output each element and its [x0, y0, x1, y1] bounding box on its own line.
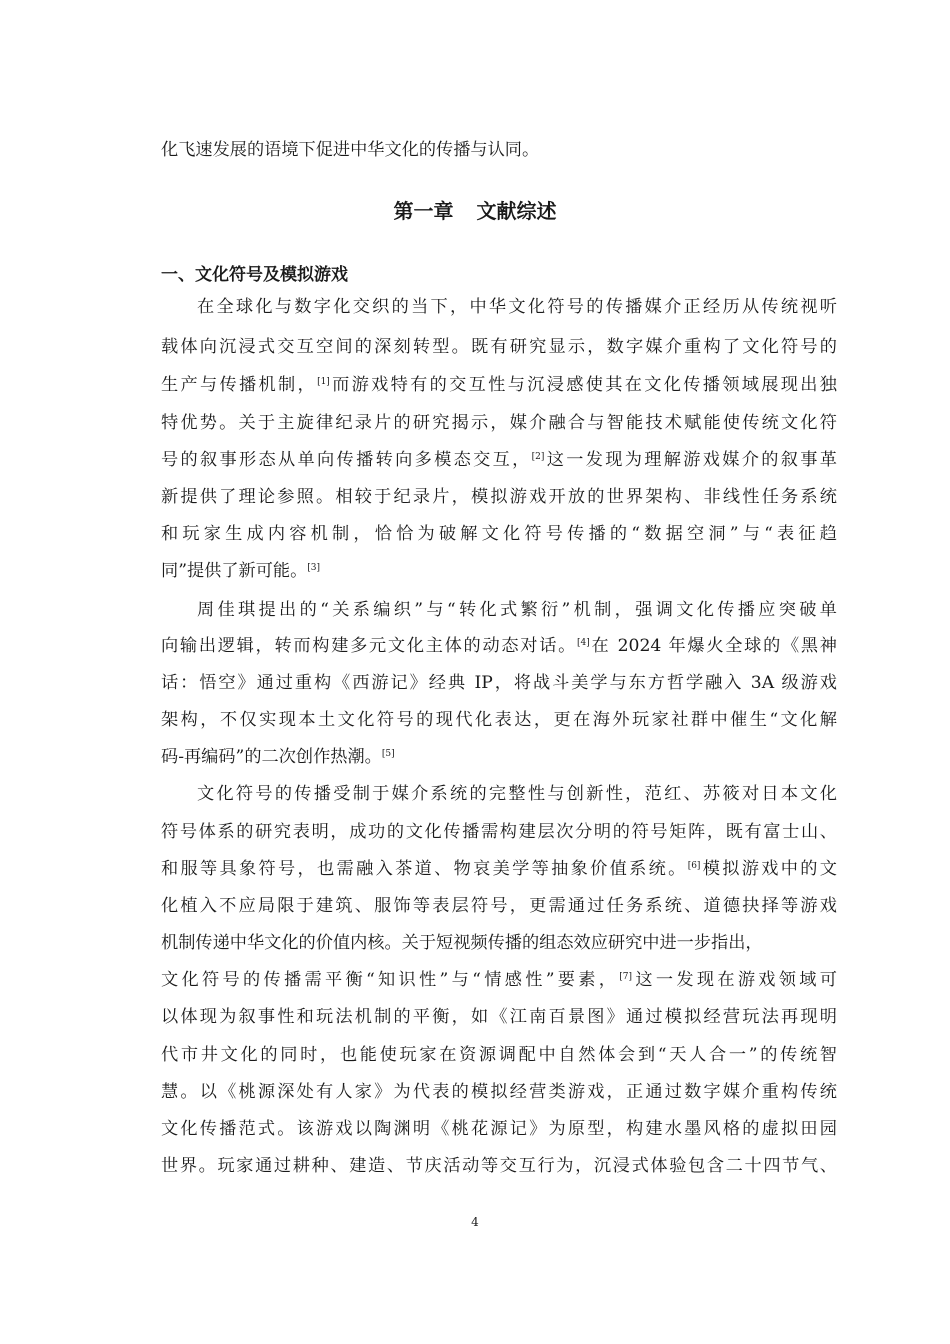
citation-ref: [5]: [381, 749, 395, 759]
paragraph-line: [161, 441, 837, 479]
paragraph-line: 文化符号的传播受制于媒介系统的完整性与创新性，范红、苏筱对日本文化: [197, 784, 837, 804]
paragraph-line: 文化传播范式。该游戏以陶渊明《桃花源记》为原型，构建水墨风格的虚拟田园: [161, 1119, 837, 1139]
paragraph-line: 在全球化与数字化交织的当下，中华文化符号的传播媒介正经历从传统视听: [197, 297, 837, 317]
citation-ref: [1]: [317, 377, 330, 387]
paragraph-line: 代市井文化的同时，也能使玩家在资源调配中自然体会到“天人合一”的传统智: [161, 1045, 837, 1065]
paragraph-line: 世界。玩家通过耕种、建造、节庆活动等交互行为，沉浸式体验包含二十四节气、: [161, 1156, 837, 1176]
paragraph-line: 架构，不仅实现本土文化符号的现代化表达，更在海外玩家社群中催生“文化解: [161, 710, 837, 730]
paragraph-line: 化植入不应局限于建筑、服饰等表层符号，更需通过任务系统、道德抉择等游戏: [161, 896, 837, 916]
text-run: 和服等具象符号，也需融入茶道、物哀美学等抽象价值系统。: [161, 859, 688, 879]
paragraph-line: 符号体系的研究表明，成功的文化传播需构建层次分明的符号矩阵，既有富士山、: [161, 822, 837, 842]
continuation-line: 化飞速发展的语境下促进中华文化的传播与认同。: [161, 140, 540, 160]
paragraph-line: 新提供了理论参照。相较于纪录片，模拟游戏开放的世界架构、非线性任务系统: [161, 487, 837, 507]
text-run: 模拟游戏中的文: [700, 859, 837, 879]
citation-ref: [4]: [577, 638, 590, 648]
text-run: 这一发现为理解游戏媒介的叙事革: [544, 450, 837, 470]
paragraph-line: [161, 552, 837, 590]
paragraph-line: 周佳琪提出的“关系编织”与“转化式繁衍”机制，强调文化传播应突破单: [197, 600, 837, 620]
text-run: 文化符号的传播需平衡“知识性”与“情感性”要素，: [161, 970, 620, 990]
paragraph-line: 慧。以《桃源深处有人家》为代表的模拟经营类游戏，正通过数字媒介重构传统: [161, 1082, 837, 1102]
citation-ref: [3]: [307, 563, 321, 573]
paragraph-line: [161, 850, 837, 888]
citation-ref: [2]: [531, 452, 545, 462]
text-run: 码-再编码”的二次创作热潮。: [161, 747, 382, 767]
text-run: 而游戏特有的交互性与沉浸感使其在文化传播领域展现出独: [329, 375, 837, 395]
citation-ref: [6]: [687, 861, 701, 871]
text-run: 向输出逻辑，转而构建多元文化主体的动态对话。: [161, 636, 578, 656]
text-run: 在 2024 年爆火全球的《黑神: [589, 636, 837, 656]
paragraph-line: 以体现为叙事性和玩法机制的平衡，如《江南百景图》通过模拟经营玩法再现明: [161, 1007, 837, 1027]
paragraph-line: 载体向沉浸式交互空间的深刻转型。既有研究显示，数字媒介重构了文化符号的: [161, 337, 837, 357]
paragraph-line: [161, 961, 837, 999]
paragraph-line: 和玩家生成内容机制，恰恰为破解文化符号传播的“数据空洞”与“表征趋: [161, 524, 837, 544]
paragraph-line: [161, 738, 837, 776]
paragraph-line: 机制传递中华文化的价值内核。关于短视频传播的组态效应研究中进一步指出，: [161, 933, 763, 953]
paragraph-line: 话：悟空》通过重构《西游记》经典 IP，将战斗美学与东方哲学融入 3A 级游戏: [161, 673, 837, 693]
paragraph-line: [161, 627, 837, 665]
text-run: 生产与传播机制，: [161, 375, 318, 395]
text-run: 这一发现在游戏领域可: [632, 970, 837, 990]
paragraph-line: [161, 366, 837, 404]
text-run: 同”提供了新可能。: [161, 561, 308, 581]
page-number: 4: [471, 1215, 479, 1229]
paragraph-line: 特优势。关于主旋律纪录片的研究揭示，媒介融合与智能技术赋能使传统文化符: [161, 413, 837, 433]
citation-ref: [7]: [619, 972, 633, 982]
chapter-title: 第一章 文献综述: [393, 199, 557, 223]
section-heading: 一、文化符号及模拟游戏: [161, 265, 348, 285]
text-run: 号的叙事形态从单向传播转向多模态交互，: [161, 450, 532, 470]
